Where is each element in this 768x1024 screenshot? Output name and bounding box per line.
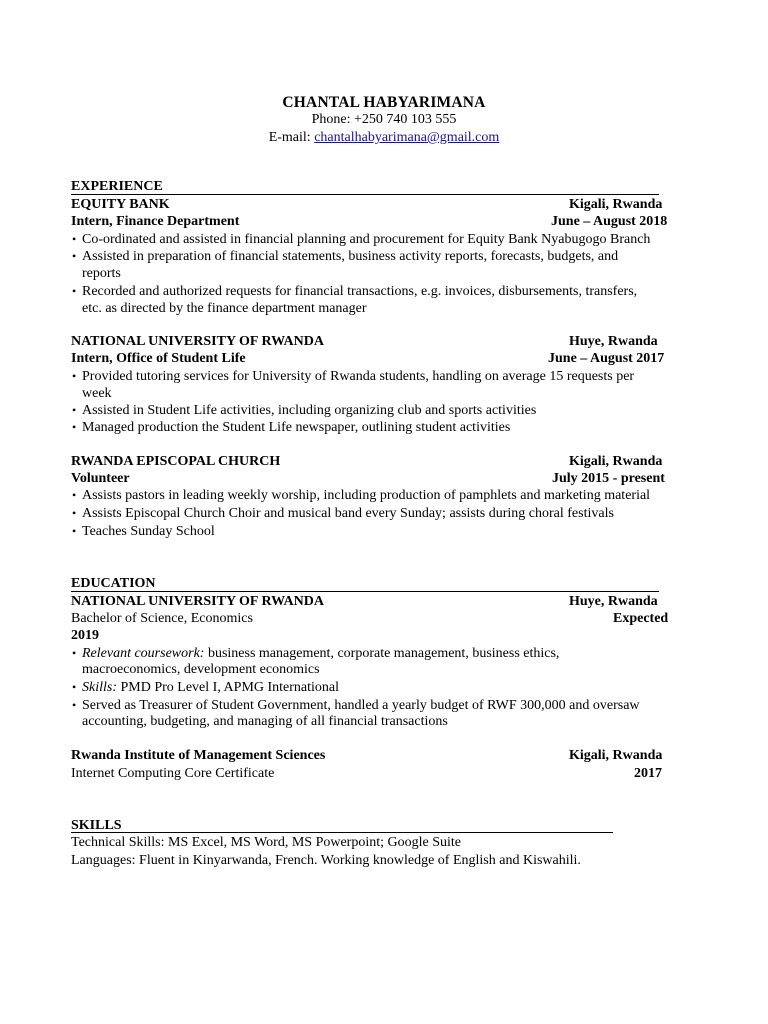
bullet-text: Co-ordinated and assisted in financial planning and procurement for Equity Bank Nyabugogo Branch — [82, 232, 651, 247]
bullet-icon: • — [72, 488, 77, 502]
degree-year: 2019 — [71, 628, 99, 643]
org-name: NATIONAL UNIVERSITY OF RWANDA — [71, 334, 324, 349]
bullet-icon: • — [72, 698, 77, 712]
technical-skills: Technical Skills: MS Excel, MS Word, MS Powerpoint; Google Suite — [71, 835, 462, 850]
bullet-icon: • — [72, 420, 77, 434]
school-location: Huye, Rwanda — [569, 594, 658, 609]
skills-text: PMD Pro Level I, APMG International — [117, 680, 340, 695]
section-heading-education: EDUCATION — [71, 576, 156, 591]
bullet-text-cont: etc. as directed by the finance department manager — [82, 301, 367, 316]
org-location: Huye, Rwanda — [569, 334, 658, 349]
section-heading-skills: SKILLS — [71, 818, 122, 833]
bullet-text: Assisted in Student Life activities, including organizing club and sports activities — [82, 403, 537, 418]
bullet-text-cont: week — [82, 386, 112, 401]
school-location: Kigali, Rwanda — [569, 748, 663, 763]
org-location: Kigali, Rwanda — [569, 454, 663, 469]
school-name: NATIONAL UNIVERSITY OF RWANDA — [71, 594, 324, 609]
role-title: Volunteer — [71, 471, 130, 486]
role-dates: June – August 2018 — [551, 214, 668, 229]
bullet-icon: • — [72, 284, 77, 298]
bullet-text: Assists pastors in leading weekly worship, including production of pamphlets and marketing material — [82, 488, 651, 503]
coursework-text: business management, corporate management, business ethics, — [204, 646, 560, 661]
coursework-label: Relevant coursework: — [82, 646, 205, 661]
role-title: Intern, Finance Department — [71, 214, 240, 229]
section-rule — [71, 194, 659, 195]
bullet-icon: • — [72, 646, 77, 660]
bullet-text — [82, 645, 559, 662]
role-title: Intern, Office of Student Life — [71, 351, 246, 366]
bullet-icon: • — [72, 680, 77, 694]
bullet-text: Recorded and authorized requests for financial transactions, e.g. invoices, disbursements, transfers, — [82, 284, 638, 299]
section-rule — [71, 832, 613, 833]
bullet-text: Managed production the Student Life newspaper, outlining student activities — [82, 420, 511, 435]
languages: Languages: Fluent in Kinyarwanda, French. Working knowledge of English and Kiswahili. — [71, 853, 581, 868]
bullet-text: Provided tutoring services for University of Rwanda students, handling on average 15 requests per — [82, 369, 635, 384]
email-line — [0, 129, 768, 146]
bullet-text: Assists Episcopal Church Choir and musical band every Sunday; assists during choral festivals — [82, 506, 614, 521]
section-heading-experience: EXPERIENCE — [71, 179, 163, 194]
email-label: E-mail: — [268, 130, 315, 145]
email-link[interactable]: chantalhabyarimana@gmail.com — [314, 130, 500, 145]
role-dates: July 2015 - present — [552, 471, 665, 486]
phone-line: Phone: +250 740 103 555 — [311, 112, 457, 127]
bullet-icon: • — [72, 369, 77, 383]
bullet-text-cont: reports — [82, 266, 121, 281]
bullet-text — [82, 679, 339, 696]
bullet-text-cont: macroeconomics, development economics — [82, 662, 320, 677]
bullet-text: Assisted in preparation of financial statements, business activity reports, forecasts, budgets, and — [82, 249, 619, 264]
org-location: Kigali, Rwanda — [569, 197, 663, 212]
bullet-text-cont: accounting, budgeting, and managing of all financial transactions — [82, 714, 448, 729]
degree-expected: Expected — [613, 611, 669, 626]
bullet-icon: • — [72, 232, 77, 246]
bullet-icon: • — [72, 249, 77, 263]
bullet-icon: • — [72, 524, 77, 538]
bullet-text: Served as Treasurer of Student Government, handled a yearly budget of RWF 300,000 and oversaw — [82, 698, 640, 713]
skills-label: Skills: — [82, 680, 117, 695]
bullet-text: Teaches Sunday School — [82, 524, 215, 539]
candidate-name: CHANTAL HABYARIMANA — [282, 94, 486, 111]
org-name: RWANDA EPISCOPAL CHURCH — [71, 454, 281, 469]
certificate: Internet Computing Core Certificate — [71, 766, 275, 781]
degree: Bachelor of Science, Economics — [71, 611, 253, 626]
role-dates: June – August 2017 — [548, 351, 665, 366]
org-name: EQUITY BANK — [71, 197, 170, 212]
school-name: Rwanda Institute of Management Sciences — [71, 748, 326, 763]
certificate-year: 2017 — [634, 766, 662, 781]
bullet-icon: • — [72, 403, 77, 417]
section-rule — [71, 591, 659, 592]
bullet-icon: • — [72, 506, 77, 520]
